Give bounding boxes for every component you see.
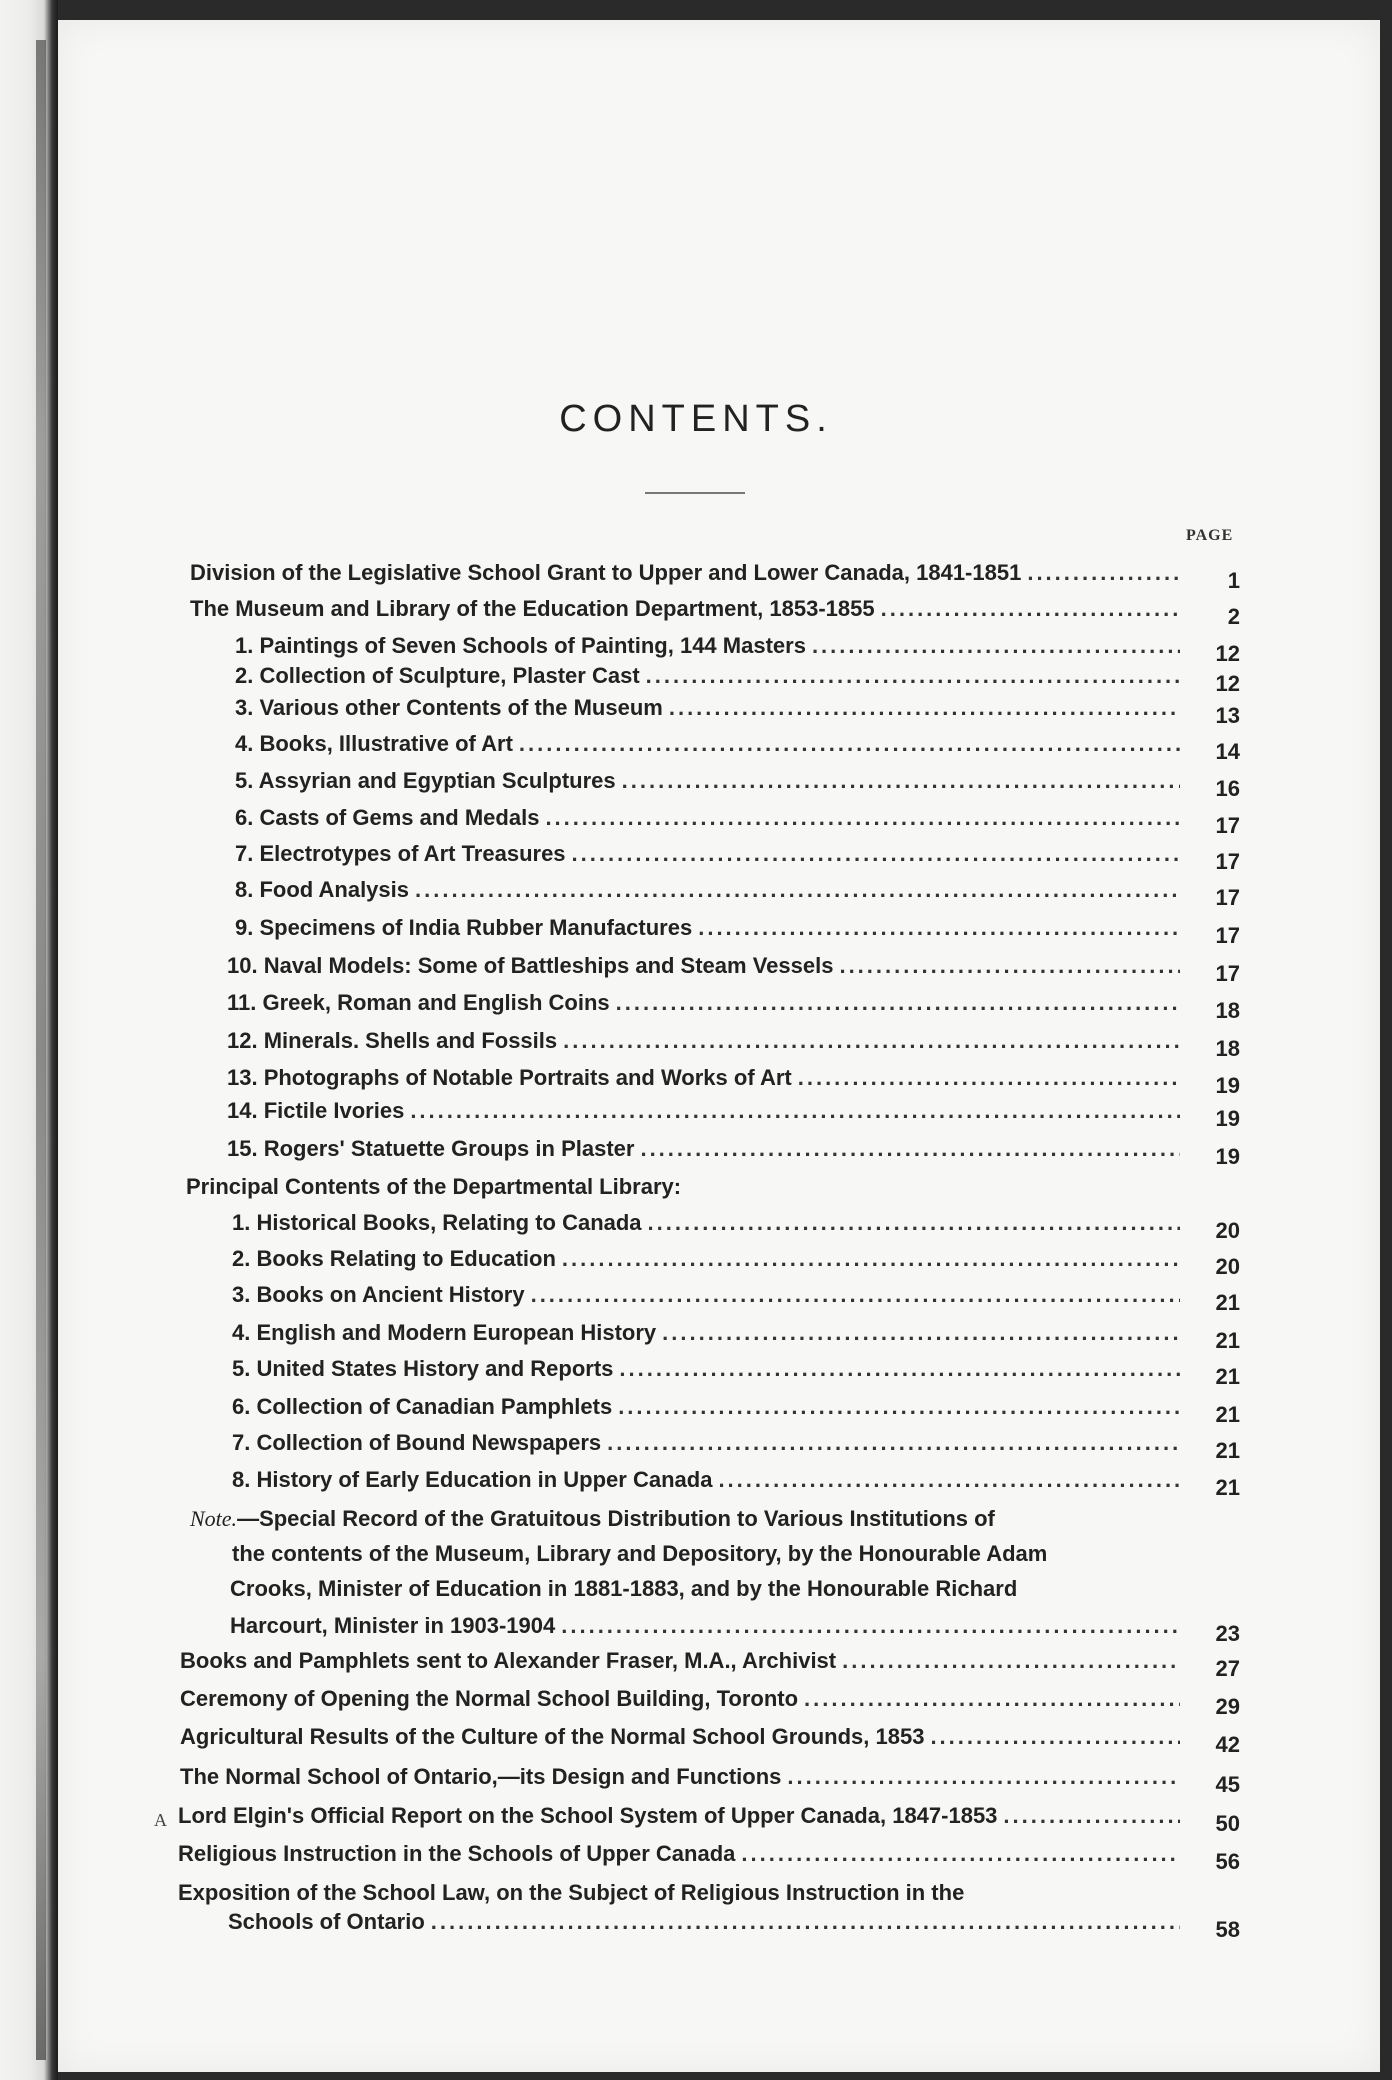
note-line-1 bbox=[190, 1508, 995, 1530]
toc-entry bbox=[232, 1394, 1240, 1427]
leader-dots bbox=[646, 665, 1180, 687]
leader-dots bbox=[881, 598, 1180, 620]
page-number: 20 bbox=[1215, 1254, 1240, 1279]
page-number: 27 bbox=[1215, 1656, 1240, 1681]
toc-entry bbox=[235, 805, 1240, 838]
page-number: 16 bbox=[1215, 776, 1240, 801]
entry-title: 8. Food Analysis bbox=[235, 877, 410, 902]
leader-dots bbox=[804, 1688, 1180, 1710]
page-number: 18 bbox=[1215, 998, 1240, 1023]
leader-dots bbox=[561, 1615, 1180, 1637]
page-number: 21 bbox=[1215, 1290, 1240, 1315]
page-number: 21 bbox=[1215, 1438, 1240, 1463]
entry-title: 13. Photographs of Notable Portraits and Works of Art bbox=[227, 1065, 792, 1090]
toc-entry bbox=[235, 841, 1240, 874]
page-number: 21 bbox=[1215, 1364, 1240, 1389]
leader-dots bbox=[718, 1469, 1180, 1491]
leader-dots bbox=[607, 1432, 1180, 1454]
page-number: 29 bbox=[1215, 1694, 1240, 1719]
leader-dots bbox=[698, 917, 1180, 939]
last-entry-line-1: Exposition of the School Law, on the Subject of Religious Instruction in the bbox=[178, 1880, 965, 1905]
page-number: 1 bbox=[1227, 568, 1240, 593]
leader-dots bbox=[648, 1212, 1180, 1234]
entry-title: Agricultural Results of the Culture of the Normal School Grounds, 1853 bbox=[180, 1724, 925, 1749]
page-number: 12 bbox=[1215, 671, 1240, 696]
toc-entry bbox=[227, 1098, 1240, 1131]
leader-dots bbox=[519, 733, 1180, 755]
page-number: 14 bbox=[1215, 739, 1240, 764]
toc-entry bbox=[180, 1686, 1240, 1719]
page-number: 17 bbox=[1215, 923, 1240, 948]
entry-title: 2. Books Relating to Education bbox=[232, 1246, 556, 1271]
last-entry-text: Schools of Ontario bbox=[228, 1909, 425, 1934]
toc-entry bbox=[232, 1210, 1240, 1243]
leader-dots bbox=[1003, 1805, 1180, 1827]
note-line-3: Crooks, Minister of Education in 1881-1883, and by the Honourable Richard bbox=[230, 1576, 1018, 1601]
book-binding bbox=[0, 0, 58, 2080]
leader-dots bbox=[669, 697, 1180, 719]
toc-entry bbox=[235, 877, 1240, 910]
entry-title: Books and Pamphlets sent to Alexander Fraser, M.A., Archivist bbox=[180, 1648, 837, 1673]
entry-title: 10. Naval Models: Some of Battleships and Steam Vessels bbox=[227, 953, 834, 978]
note-text-1: —Special Record of the Gratuitous Distribution to Various Institutions of bbox=[237, 1506, 995, 1531]
entry-title: 12. Minerals. Shells and Fossils bbox=[227, 1028, 558, 1053]
page-number: 58 bbox=[1215, 1917, 1240, 1942]
toc-entry bbox=[232, 1467, 1240, 1500]
page-number: 2 bbox=[1227, 604, 1240, 629]
entry-title: 2. Collection of Sculpture, Plaster Cast bbox=[235, 663, 640, 688]
entry-title: 6. Casts of Gems and Medals bbox=[235, 805, 540, 830]
page-column-label: PAGE bbox=[1186, 527, 1234, 544]
toc-entry bbox=[232, 1430, 1240, 1463]
leader-dots bbox=[930, 1726, 1180, 1748]
leader-dots bbox=[787, 1766, 1180, 1788]
toc-entry bbox=[235, 768, 1240, 801]
entry-title: Lord Elgin's Official Report on the School System of Upper Canada, 1847-1853 bbox=[178, 1803, 998, 1828]
page-number: 17 bbox=[1215, 849, 1240, 874]
page-number: 18 bbox=[1215, 1036, 1240, 1061]
toc-entry bbox=[180, 1724, 1240, 1757]
section-heading: Principal Contents of the Departmental Library: bbox=[186, 1174, 682, 1199]
note-line-2: the contents of the Museum, Library and Depository, by the Honourable Adam bbox=[232, 1541, 1048, 1566]
entry-title: 3. Various other Contents of the Museum bbox=[235, 695, 663, 720]
toc-entry bbox=[232, 1320, 1240, 1353]
margin-annotation: A bbox=[154, 1810, 167, 1830]
leader-dots bbox=[812, 635, 1180, 657]
entry-title: 4. Books, Illustrative of Art bbox=[235, 731, 513, 756]
note-line-4 bbox=[230, 1613, 1240, 1646]
toc-entry bbox=[235, 663, 1240, 696]
page-number: 19 bbox=[1215, 1073, 1240, 1098]
entry-title: Ceremony of Opening the Normal School Building, Toronto bbox=[180, 1686, 799, 1711]
entry-title: 1. Historical Books, Relating to Canada bbox=[232, 1210, 642, 1235]
leader-dots bbox=[616, 992, 1180, 1014]
page-number: 21 bbox=[1215, 1402, 1240, 1427]
entry-title: Religious Instruction in the Schools of Upper Canada bbox=[178, 1841, 736, 1866]
toc-entry bbox=[235, 915, 1240, 948]
toc-entry bbox=[227, 1065, 1240, 1098]
toc-entry bbox=[227, 990, 1240, 1023]
page-number: 21 bbox=[1215, 1475, 1240, 1500]
toc-entry bbox=[227, 953, 1240, 986]
toc-entry bbox=[190, 560, 1240, 593]
leader-dots bbox=[531, 1284, 1180, 1306]
page-number: 42 bbox=[1215, 1732, 1240, 1757]
toc-entry bbox=[235, 695, 1240, 728]
entry-title: 3. Books on Ancient History bbox=[232, 1282, 525, 1307]
title-rule bbox=[645, 492, 745, 494]
page-number: 23 bbox=[1215, 1621, 1240, 1646]
entry-title: 5. United States History and Reports bbox=[232, 1356, 614, 1381]
leader-dots bbox=[545, 807, 1180, 829]
leader-dots bbox=[618, 1396, 1180, 1418]
page-number: 17 bbox=[1215, 813, 1240, 838]
leader-dots bbox=[839, 955, 1180, 977]
leader-dots bbox=[431, 1911, 1180, 1933]
page-number: 50 bbox=[1215, 1811, 1240, 1836]
page-number: 21 bbox=[1215, 1328, 1240, 1353]
toc-entry bbox=[232, 1356, 1240, 1389]
leader-dots bbox=[619, 1358, 1180, 1380]
note-label: Note. bbox=[190, 1506, 238, 1531]
page-number: 17 bbox=[1215, 961, 1240, 986]
toc-entry bbox=[227, 1028, 1240, 1061]
leader-dots bbox=[563, 1030, 1180, 1052]
page-number: 19 bbox=[1215, 1144, 1240, 1169]
note-text-4: Harcourt, Minister in 1903-1904 bbox=[230, 1613, 556, 1638]
entry-title: 7. Electrotypes of Art Treasures bbox=[235, 841, 566, 866]
entry-title: 9. Specimens of India Rubber Manufactures bbox=[235, 915, 693, 940]
entry-title: 15. Rogers' Statuette Groups in Plaster bbox=[227, 1136, 635, 1161]
page-number: 20 bbox=[1215, 1218, 1240, 1243]
page-number: 19 bbox=[1215, 1106, 1240, 1131]
leader-dots bbox=[410, 1100, 1180, 1122]
toc-entry bbox=[180, 1764, 1240, 1797]
toc-entry bbox=[178, 1803, 1240, 1836]
entry-title: Division of the Legislative School Grant to Upper and Lower Canada, 1841-1851 bbox=[190, 560, 1022, 585]
entry-title: 7. Collection of Bound Newspapers bbox=[232, 1430, 602, 1455]
toc-entry bbox=[235, 633, 1240, 666]
toc-entry bbox=[180, 1648, 1240, 1681]
leader-dots bbox=[415, 879, 1180, 901]
binding-edge bbox=[36, 40, 46, 2060]
leader-dots bbox=[662, 1322, 1180, 1344]
page-number: 45 bbox=[1215, 1772, 1240, 1797]
leader-dots bbox=[562, 1248, 1180, 1270]
leader-dots bbox=[572, 843, 1180, 865]
entry-title: The Normal School of Ontario,—its Design and Functions bbox=[180, 1764, 782, 1789]
leader-dots bbox=[640, 1138, 1180, 1160]
entry-title: 4. English and Modern European History bbox=[232, 1320, 657, 1345]
last-entry-line-2 bbox=[228, 1909, 1240, 1942]
page-title: CONTENTS. bbox=[559, 398, 833, 440]
page-number: 56 bbox=[1215, 1849, 1240, 1874]
entry-title: 1. Paintings of Seven Schools of Painting, 144 Masters bbox=[235, 633, 806, 658]
entry-title: 6. Collection of Canadian Pamphlets bbox=[232, 1394, 613, 1419]
toc-entry bbox=[232, 1282, 1240, 1315]
leader-dots bbox=[1027, 562, 1180, 584]
page-number: 17 bbox=[1215, 885, 1240, 910]
toc-entry bbox=[178, 1841, 1240, 1874]
leader-dots bbox=[741, 1843, 1180, 1865]
toc-entry bbox=[190, 596, 1240, 629]
toc-entry bbox=[227, 1136, 1240, 1169]
leader-dots bbox=[842, 1650, 1180, 1672]
entry-title: 14. Fictile Ivories bbox=[227, 1098, 405, 1123]
entry-title: 11. Greek, Roman and English Coins bbox=[227, 990, 610, 1015]
entry-title: 5. Assyrian and Egyptian Sculptures bbox=[235, 768, 616, 793]
page-number: 13 bbox=[1215, 703, 1240, 728]
entry-title: 8. History of Early Education in Upper Canada bbox=[232, 1467, 713, 1492]
page-number: 12 bbox=[1215, 641, 1240, 666]
entry-title: The Museum and Library of the Education Department, 1853-1855 bbox=[190, 596, 875, 621]
toc-entry bbox=[235, 731, 1240, 764]
leader-dots bbox=[798, 1067, 1180, 1089]
leader-dots bbox=[622, 770, 1180, 792]
toc-entry bbox=[232, 1246, 1240, 1279]
